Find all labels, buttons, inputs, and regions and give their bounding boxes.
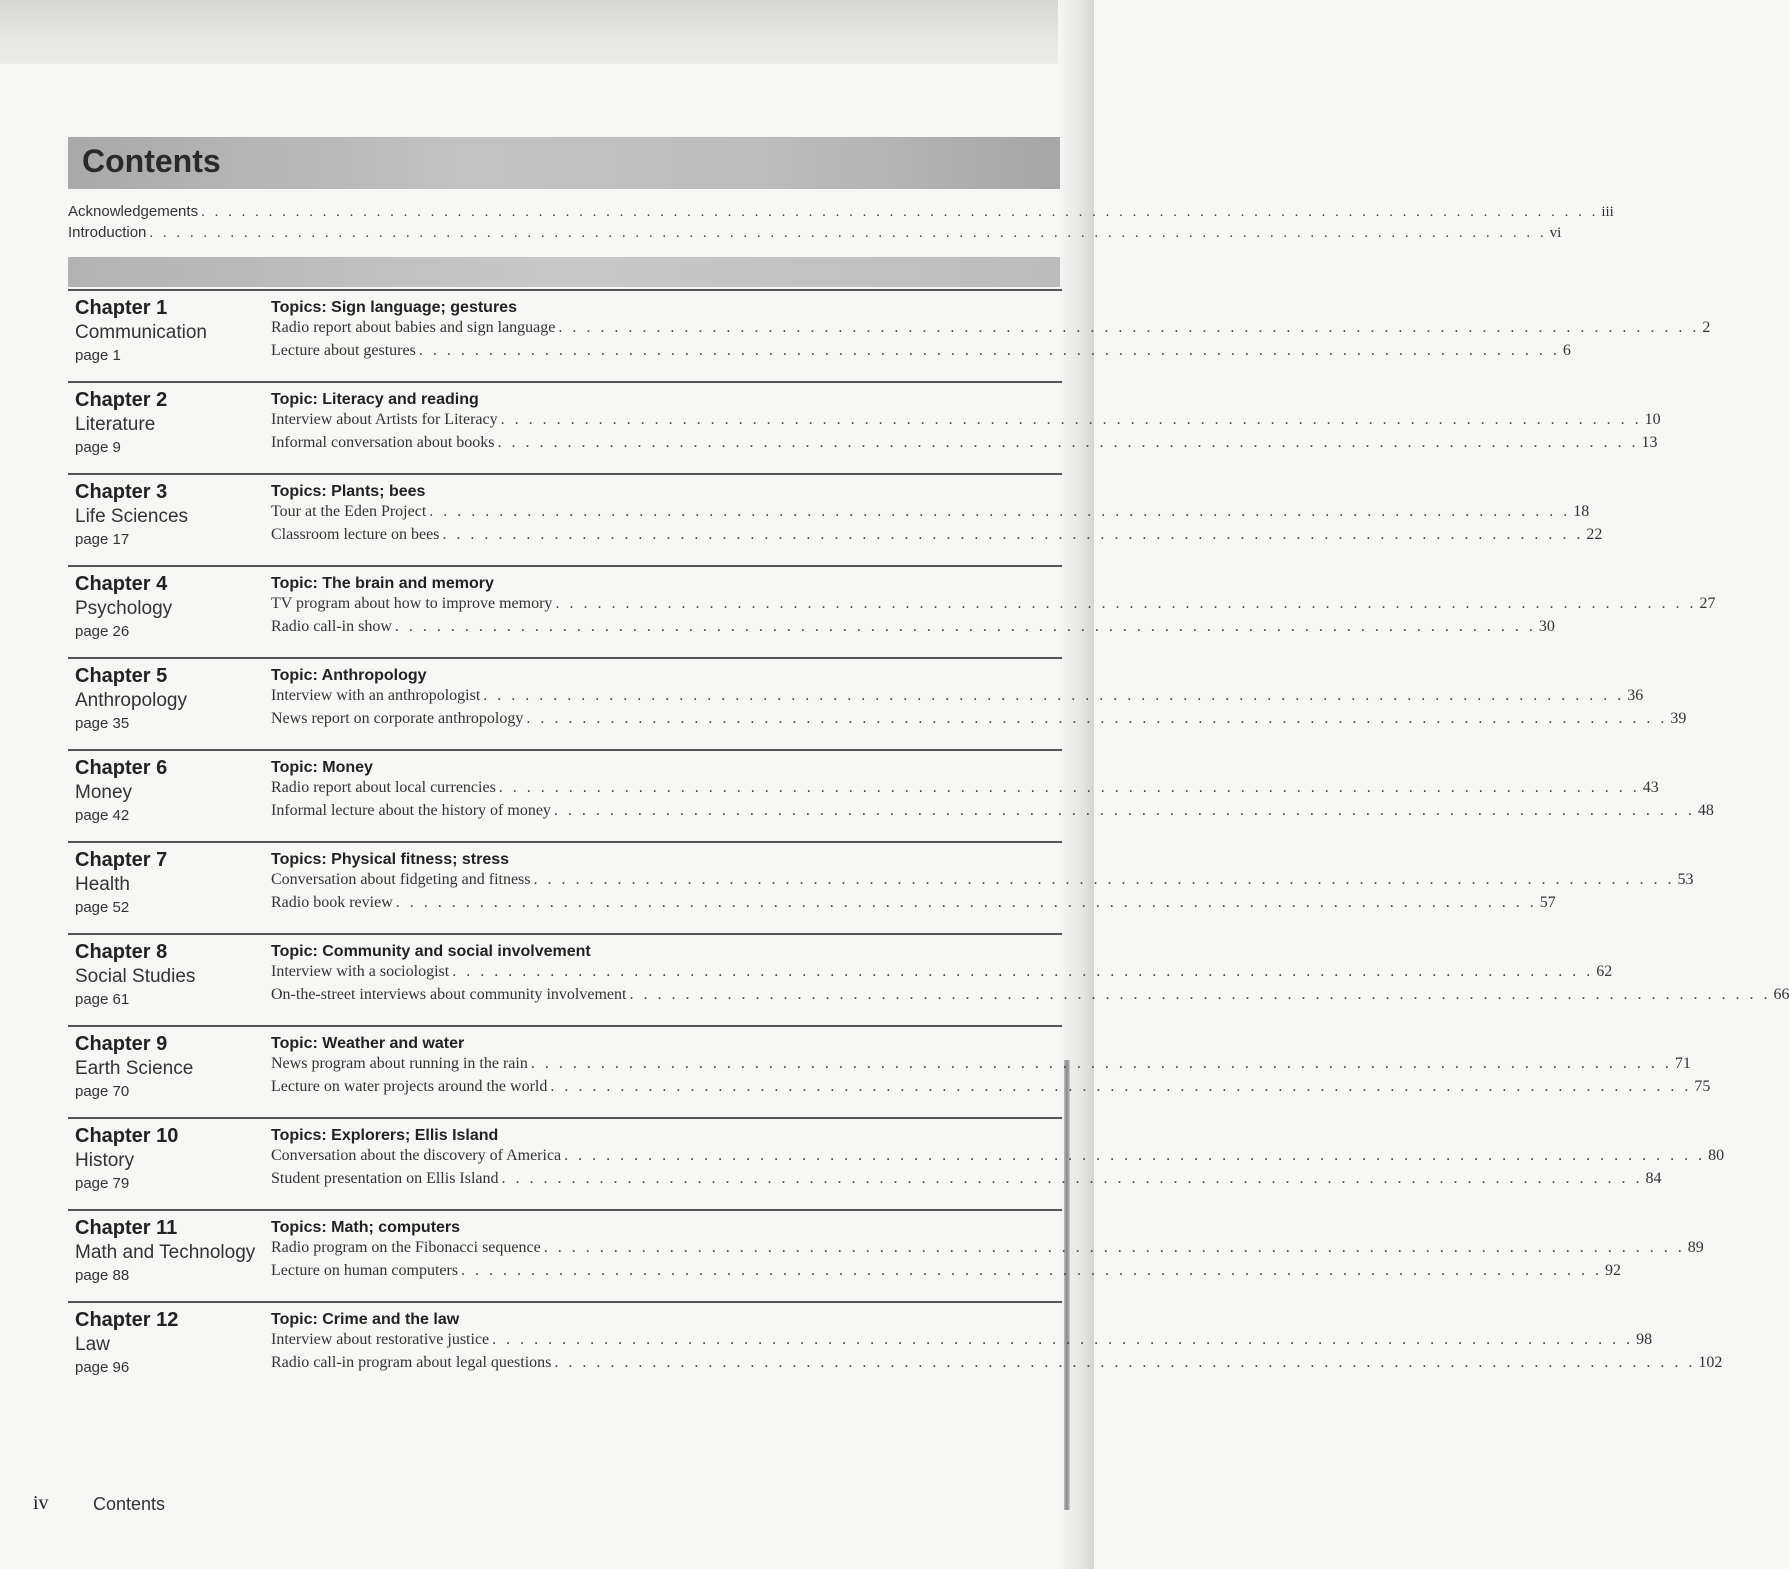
section-page-number: 22 — [1586, 526, 1603, 543]
chapter-number: Chapter 7 — [75, 849, 168, 871]
section-entry[interactable] — [271, 1239, 1704, 1262]
front-matter-label: Acknowledgements — [68, 203, 199, 220]
section-entry[interactable] — [271, 342, 1571, 365]
chapter-entry[interactable] — [68, 749, 1714, 841]
dot-leader: . . . . . . . . . . . . . . . . . . . . . . . . . . . . . . . . . . . . . . . . . . . . . . . . . . . . . . . . . . . . . . . . . . . . . . . . . . . . . . . . . . — [564, 1147, 1706, 1164]
section-page-number: 89 — [1687, 1239, 1704, 1256]
section-title: Interview with a sociologist — [271, 963, 450, 980]
chapter-topic: Topic: Literacy and reading — [271, 391, 479, 408]
section-title: Conversation about the discovery of America — [271, 1147, 562, 1164]
chapter-subject: Life Sciences — [75, 506, 189, 527]
chapter-entry[interactable] — [68, 565, 1716, 657]
chapter-start-page: page 88 — [75, 1267, 130, 1284]
chapter-subject: Health — [75, 874, 130, 895]
dot-leader: . . . . . . . . . . . . . . . . . . . . . . . . . . . . . . . . . . . . . . . . . . . . . . . . . . . . . . . . . . . . . . . . . . . . . . . . . . . . . . . . . . — [501, 1170, 1643, 1187]
chapter-number: Chapter 9 — [75, 1033, 168, 1055]
section-entry[interactable] — [271, 687, 1644, 710]
section-entry[interactable] — [271, 411, 1661, 434]
section-title: Classroom lecture on bees — [271, 526, 440, 543]
chapter-start-page: page 61 — [75, 991, 130, 1008]
chapter-number: Chapter 8 — [75, 941, 168, 963]
front-matter-label: Introduction — [68, 224, 147, 241]
section-page-number: 84 — [1645, 1170, 1662, 1187]
section-entry[interactable] — [271, 319, 1711, 342]
section-entry[interactable] — [271, 802, 1714, 825]
section-title: TV program about how to improve memory — [271, 595, 553, 612]
chapter-entry[interactable] — [68, 1117, 1725, 1209]
section-page-number: 98 — [1636, 1331, 1653, 1348]
section-page-number: 92 — [1605, 1262, 1622, 1279]
section-entry[interactable] — [271, 1055, 1691, 1078]
chapter-entry[interactable] — [68, 473, 1603, 565]
chapter-topic: Topics: Sign language; gestures — [271, 299, 517, 316]
chapter-contents — [271, 941, 1789, 1009]
chapter-start-page: page 17 — [75, 531, 130, 548]
dot-leader: . . . . . . . . . . . . . . . . . . . . . . . . . . . . . . . . . . . . . . . . . . . . . . . . . . . . . . . . . . . . . . . . . . . . . . . . . . . . . . . . . . — [498, 779, 1640, 796]
chapter-start-page: page 42 — [75, 807, 130, 824]
front-matter-entry-introduction[interactable] — [68, 224, 1562, 242]
chapter-topic: Topic: Weather and water — [271, 1035, 465, 1052]
chapter-topic: Topic: Anthropology — [271, 667, 427, 684]
section-page-number: 75 — [1694, 1078, 1711, 1095]
chapter-contents — [271, 481, 1603, 549]
section-entry[interactable] — [271, 618, 1555, 641]
section-entry[interactable] — [271, 434, 1658, 457]
section-page-number: 102 — [1698, 1354, 1723, 1371]
title-bar — [68, 137, 1060, 189]
chapter-number: Chapter 2 — [75, 389, 168, 411]
dot-leader: . . . . . . . . . . . . . . . . . . . . . . . . . . . . . . . . . . . . . . . . . . . . . . . . . . . . . . . . . . . . . . . . . . . . . . . . . . . . . . . . . . — [629, 986, 1771, 1003]
chapter-subject: Law — [75, 1334, 110, 1355]
section-page-number: 27 — [1699, 595, 1716, 612]
dot-leader: . . . . . . . . . . . . . . . . . . . . . . . . . . . . . . . . . . . . . . . . . . . . . . . . . . . . . . . . . . . . . . . . . . . . . . . . . . . . . . . . . . — [558, 319, 1700, 336]
chapter-topic: Topic: Money — [271, 759, 373, 776]
chapter-topic: Topic: Crime and the law — [271, 1311, 460, 1328]
chapter-start-page: page 1 — [75, 347, 121, 364]
section-title: Informal conversation about books — [271, 434, 495, 451]
chapter-contents — [271, 665, 1687, 733]
chapter-contents — [271, 757, 1714, 825]
section-page-number: 57 — [1539, 894, 1556, 911]
section-entry[interactable] — [271, 1354, 1723, 1377]
chapter-entry[interactable] — [68, 1209, 1704, 1301]
chapter-contents — [271, 389, 1661, 457]
section-title: On-the-street interviews about community involvement — [271, 986, 627, 1003]
dot-leader: . . . . . . . . . . . . . . . . . . . . . . . . . . . . . . . . . . . . . . . . . . . . . . . . . . . . . . . . . . . . . . . . . . . . . . . . . . . . . . . . . . — [555, 595, 1697, 612]
section-title: Lecture on water projects around the world — [271, 1078, 548, 1095]
section-entry[interactable] — [271, 894, 1556, 917]
section-title: Lecture about gestures — [271, 342, 416, 359]
chapter-subject: Earth Science — [75, 1058, 194, 1079]
chapter-start-page: page 35 — [75, 715, 130, 732]
chapter-contents — [271, 1125, 1725, 1193]
chapter-heading — [75, 1032, 265, 1103]
section-title: Tour at the Eden Project — [271, 503, 427, 520]
dot-leader: . . . . . . . . . . . . . . . . . . . . . . . . . . . . . . . . . . . . . . . . . . . . . . . . . . . . . . . . . . . . . . . . . . . . . . . . . . . . . . . . . . — [483, 687, 1625, 704]
chapter-subject: Money — [75, 782, 133, 803]
front-matter-page: vi — [1549, 225, 1562, 241]
chapter-number: Chapter 12 — [75, 1309, 179, 1331]
dot-leader: . . . . . . . . . . . . . . . . . . . . . . . . . . . . . . . . . . . . . . . . . . . . . . . . . . . . . . . . . . . . . . . . . . . . . . . . . . . . . . . . . . . . . . . . . . . . . . . . . . . . . . . . — [201, 204, 1599, 220]
scan-shadow-top — [0, 0, 1058, 64]
section-page-number: 43 — [1642, 779, 1659, 796]
front-matter-entry-acknowledgements[interactable] — [68, 203, 1614, 221]
section-page-number: 6 — [1562, 342, 1571, 359]
chapter-subject: Anthropology — [75, 690, 187, 711]
section-title: Radio report about babies and sign language — [271, 319, 556, 336]
section-page-number: 30 — [1538, 618, 1555, 635]
chapter-subject: Literature — [75, 414, 156, 435]
chapter-entry[interactable] — [68, 1025, 1711, 1117]
dot-leader: . . . . . . . . . . . . . . . . . . . . . . . . . . . . . . . . . . . . . . . . . . . . . . . . . . . . . . . . . . . . . . . . . . . . . . . . . . . . . . . . . . — [550, 1078, 1692, 1095]
section-title: Radio report about local currencies — [271, 779, 496, 796]
section-title: Student presentation on Ellis Island — [271, 1170, 499, 1187]
dot-leader: . . . . . . . . . . . . . . . . . . . . . . . . . . . . . . . . . . . . . . . . . . . . . . . . . . . . . . . . . . . . . . . . . . . . . . . . . . . . . . . . . . — [530, 1055, 1672, 1072]
section-entry[interactable] — [271, 526, 1603, 549]
chapter-subject: Social Studies — [75, 966, 196, 987]
chapter-start-page: page 26 — [75, 623, 130, 640]
chapter-number: Chapter 3 — [75, 481, 168, 503]
dot-leader: . . . . . . . . . . . . . . . . . . . . . . . . . . . . . . . . . . . . . . . . . . . . . . . . . . . . . . . . . . . . . . . . . . . . . . . . . . . . . . . . . . — [526, 710, 1668, 727]
section-title: Radio program on the Fibonacci sequence — [271, 1239, 541, 1256]
chapter-heading — [75, 480, 265, 551]
chapter-contents — [271, 573, 1716, 641]
section-page-number: 80 — [1708, 1147, 1725, 1164]
chapter-topic: Topics: Physical fitness; stress — [271, 851, 510, 868]
dot-leader: . . . . . . . . . . . . . . . . . . . . . . . . . . . . . . . . . . . . . . . . . . . . . . . . . . . . . . . . . . . . . . . . . . . . . . . . . . . . . . . . . . — [533, 871, 1675, 888]
dot-leader: . . . . . . . . . . . . . . . . . . . . . . . . . . . . . . . . . . . . . . . . . . . . . . . . . . . . . . . . . . . . . . . . . . . . . . . . . . . . . . . . . . — [543, 1239, 1685, 1256]
chapter-heading — [75, 1216, 265, 1287]
section-title: Conversation about fidgeting and fitness — [271, 871, 531, 888]
section-page-number: 39 — [1670, 710, 1687, 727]
dot-leader: . . . . . . . . . . . . . . . . . . . . . . . . . . . . . . . . . . . . . . . . . . . . . . . . . . . . . . . . . . . . . . . . . . . . . . . . . . . . . . . . . . — [418, 342, 1560, 359]
chapter-subject: Math and Technology — [75, 1242, 256, 1263]
section-title: Interview about Artists for Literacy — [271, 411, 498, 428]
section-page-number: 62 — [1596, 963, 1613, 980]
section-entry[interactable] — [271, 710, 1687, 733]
chapter-subject: Psychology — [75, 598, 173, 619]
chapter-heading — [75, 940, 265, 1011]
chapter-topic: Topic: The brain and memory — [271, 575, 494, 592]
section-title: Radio call-in program about legal questions — [271, 1354, 552, 1371]
section-entry[interactable] — [271, 1170, 1662, 1193]
footer-section-title: Contents — [93, 1494, 166, 1514]
chapter-contents — [271, 297, 1711, 365]
section-entry[interactable] — [271, 963, 1613, 986]
section-entry[interactable] — [271, 1147, 1725, 1170]
section-entry[interactable] — [271, 871, 1694, 894]
front-matter-page: iii — [1601, 204, 1614, 220]
dot-leader: . . . . . . . . . . . . . . . . . . . . . . . . . . . . . . . . . . . . . . . . . . . . . . . . . . . . . . . . . . . . . . . . . . . . . . . . . . . . . . . . . . — [492, 1331, 1634, 1348]
chapter-heading — [75, 848, 265, 919]
section-entry[interactable] — [271, 1078, 1711, 1101]
chapter-number: Chapter 5 — [75, 665, 168, 687]
dot-leader: . . . . . . . . . . . . . . . . . . . . . . . . . . . . . . . . . . . . . . . . . . . . . . . . . . . . . . . . . . . . . . . . . . . . . . . . . . . . . . . . . . — [553, 802, 1695, 819]
section-page-number: 71 — [1674, 1055, 1691, 1072]
chapter-topic: Topics: Explorers; Ellis Island — [271, 1127, 499, 1144]
chapter-entry[interactable] — [68, 841, 1694, 933]
chapter-number: Chapter 11 — [75, 1217, 178, 1239]
dot-leader: . . . . . . . . . . . . . . . . . . . . . . . . . . . . . . . . . . . . . . . . . . . . . . . . . . . . . . . . . . . . . . . . . . . . . . . . . . . . . . . . . . — [442, 526, 1584, 543]
dot-leader: . . . . . . . . . . . . . . . . . . . . . . . . . . . . . . . . . . . . . . . . . . . . . . . . . . . . . . . . . . . . . . . . . . . . . . . . . . . . . . . . . . — [394, 618, 1536, 635]
chapter-entry[interactable] — [68, 381, 1661, 473]
page-edge-shadow — [1064, 1060, 1070, 1510]
section-entry[interactable] — [271, 779, 1659, 802]
chapter-number: Chapter 6 — [75, 757, 168, 779]
chapter-number: Chapter 1 — [75, 297, 168, 319]
chapter-entry[interactable] — [68, 933, 1789, 1025]
dot-leader: . . . . . . . . . . . . . . . . . . . . . . . . . . . . . . . . . . . . . . . . . . . . . . . . . . . . . . . . . . . . . . . . . . . . . . . . . . . . . . . . . . — [554, 1354, 1696, 1371]
chapter-heading — [75, 1124, 265, 1195]
section-title: Interview with an anthropologist — [271, 687, 481, 704]
section-entry[interactable] — [271, 503, 1590, 526]
chapter-start-page: page 96 — [75, 1359, 130, 1376]
chapter-number: Chapter 10 — [75, 1125, 179, 1147]
chapter-contents — [271, 1033, 1711, 1101]
dot-leader: . . . . . . . . . . . . . . . . . . . . . . . . . . . . . . . . . . . . . . . . . . . . . . . . . . . . . . . . . . . . . . . . . . . . . . . . . . . . . . . . . . — [395, 894, 1537, 911]
chapter-start-page: page 52 — [75, 899, 130, 916]
chapter-contents — [271, 849, 1694, 917]
section-page-number: 36 — [1627, 687, 1644, 704]
chapter-entry[interactable] — [68, 657, 1687, 749]
section-page-number: 13 — [1641, 434, 1658, 451]
footer-page-number: iv — [33, 1492, 49, 1514]
chapter-entry[interactable] — [68, 1301, 1723, 1393]
section-title: Radio call-in show — [271, 618, 392, 635]
chapter-subject: Communication — [75, 322, 207, 343]
chapter-start-page: page 9 — [75, 439, 121, 456]
section-title: Interview about restorative justice — [271, 1331, 490, 1348]
section-title: News program about running in the rain — [271, 1055, 528, 1072]
chapter-heading — [75, 664, 265, 735]
chapter-heading — [75, 1308, 265, 1379]
section-entry[interactable] — [271, 1331, 1653, 1354]
section-entry[interactable] — [271, 595, 1716, 618]
chapter-entry[interactable] — [68, 289, 1711, 381]
section-page-number: 48 — [1697, 802, 1714, 819]
section-entry[interactable] — [271, 1262, 1622, 1285]
dot-leader: . . . . . . . . . . . . . . . . . . . . . . . . . . . . . . . . . . . . . . . . . . . . . . . . . . . . . . . . . . . . . . . . . . . . . . . . . . . . . . . . . . — [500, 411, 1642, 428]
chapter-start-page: page 70 — [75, 1083, 130, 1100]
section-title: News report on corporate anthropology — [271, 710, 524, 727]
section-page-number: 53 — [1677, 871, 1694, 888]
dot-leader: . . . . . . . . . . . . . . . . . . . . . . . . . . . . . . . . . . . . . . . . . . . . . . . . . . . . . . . . . . . . . . . . . . . . . . . . . . . . . . . . . . — [497, 434, 1639, 451]
page-title: Contents — [82, 143, 221, 179]
chapter-contents — [271, 1217, 1704, 1285]
section-divider-bar — [68, 257, 1060, 287]
dot-leader: . . . . . . . . . . . . . . . . . . . . . . . . . . . . . . . . . . . . . . . . . . . . . . . . . . . . . . . . . . . . . . . . . . . . . . . . . . . . . . . . . . . . . . . . . . . . . . . . . . . . . . . . — [149, 225, 1547, 241]
section-entry[interactable] — [271, 986, 1789, 1009]
chapter-topic: Topic: Community and social involvement — [271, 943, 591, 960]
chapter-number: Chapter 4 — [75, 573, 168, 595]
section-title: Radio book review — [271, 894, 393, 911]
chapter-topic: Topics: Math; computers — [271, 1219, 461, 1236]
section-page-number: 18 — [1573, 503, 1590, 520]
section-page-number: 10 — [1644, 411, 1661, 428]
section-page-number: 2 — [1702, 319, 1711, 336]
chapter-heading — [75, 756, 265, 827]
chapter-start-page: page 79 — [75, 1175, 130, 1192]
chapter-heading — [75, 572, 265, 643]
section-page-number: 66 — [1773, 986, 1789, 1003]
dot-leader: . . . . . . . . . . . . . . . . . . . . . . . . . . . . . . . . . . . . . . . . . . . . . . . . . . . . . . . . . . . . . . . . . . . . . . . . . . . . . . . . . . — [429, 503, 1571, 520]
section-title: Lecture on human computers — [271, 1262, 459, 1279]
dot-leader: . . . . . . . . . . . . . . . . . . . . . . . . . . . . . . . . . . . . . . . . . . . . . . . . . . . . . . . . . . . . . . . . . . . . . . . . . . . . . . . . . . — [461, 1262, 1603, 1279]
chapter-list — [68, 289, 1789, 1393]
chapter-subject: History — [75, 1150, 135, 1171]
dot-leader: . . . . . . . . . . . . . . . . . . . . . . . . . . . . . . . . . . . . . . . . . . . . . . . . . . . . . . . . . . . . . . . . . . . . . . . . . . . . . . . . . . — [452, 963, 1594, 980]
chapter-topic: Topics: Plants; bees — [271, 483, 426, 500]
chapter-heading — [75, 296, 265, 367]
section-title: Informal lecture about the history of money — [271, 802, 551, 819]
chapter-heading — [75, 388, 265, 459]
chapter-contents — [271, 1309, 1723, 1377]
